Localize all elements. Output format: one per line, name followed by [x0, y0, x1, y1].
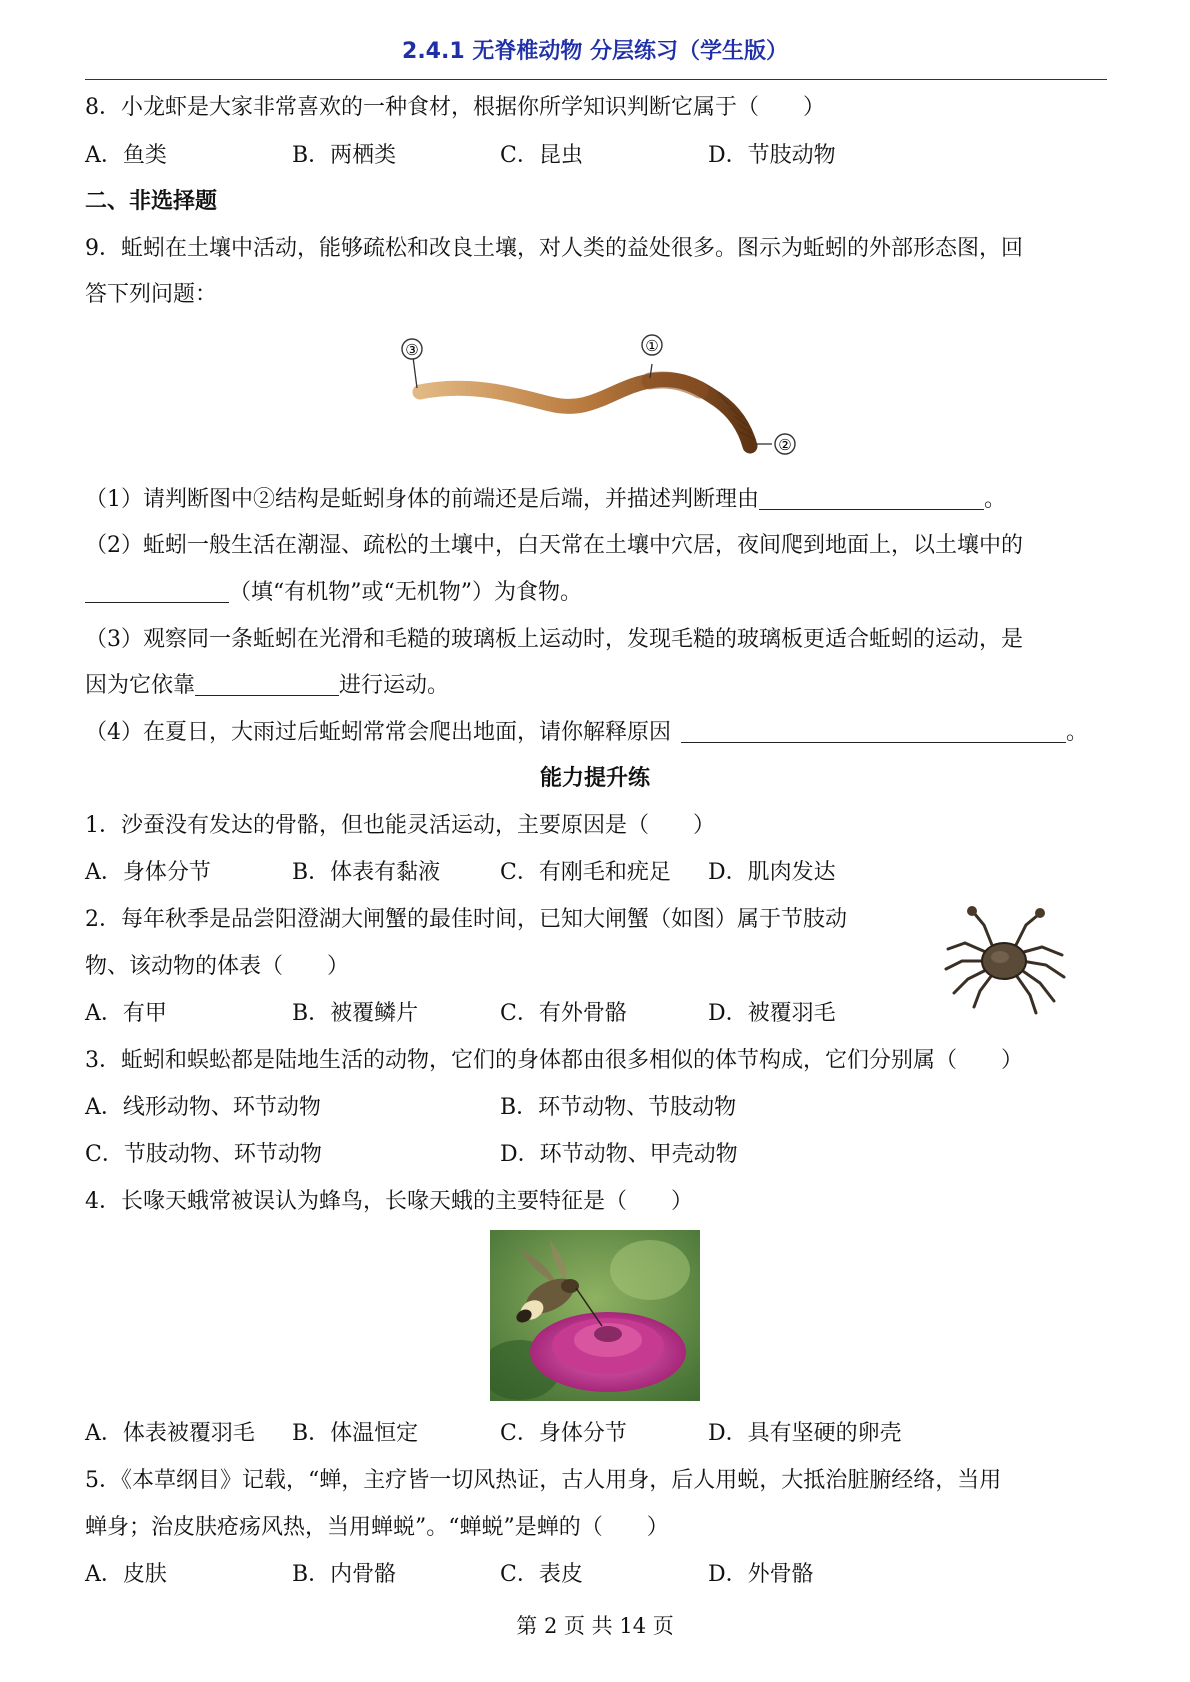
p3-stem: 3．蚯蚓和蜈蚣都是陆地生活的动物，它们的身体都由很多相似的体节构成，它们分别属（ ）	[85, 1048, 1024, 1073]
q9-sub1-end: 。	[984, 487, 1007, 512]
q9-sub1-blank[interactable]	[759, 485, 984, 510]
crab-image	[940, 895, 1080, 1015]
q9-stem-line1: 9．蚯蚓在土壤中活动，能够疏松和改良土壤，对人类的益处很多。图示为蚯蚓的外部形态图，回	[85, 236, 1024, 261]
p4-stem: 4．长喙天蛾常被误认为蜂鸟，长喙天蛾的主要特征是（ ）	[85, 1189, 693, 1214]
q9-stem-line2: 答下列问题：	[85, 282, 218, 307]
p2-option-a: A．有甲	[85, 1001, 167, 1026]
page-footer: 第 2 页 共 14 页	[516, 1614, 674, 1638]
p5-stem-line2: 蝉身；治皮肤疮疡风热，当用蝉蜕”。“蝉蜕”是蝉的（ ）	[85, 1515, 669, 1540]
q9-sub2-line1: （2）蚯蚓一般生活在潮湿、疏松的土壤中，白天常在土壤中穴居，夜间爬到地面上，以土壤中的	[85, 533, 1024, 558]
p5-option-b: B．内骨骼	[292, 1562, 397, 1587]
p2-option-b: B．被覆鳞片	[292, 1001, 419, 1026]
label-3: ③	[405, 341, 419, 359]
q9-sub3-blank[interactable]	[195, 671, 339, 696]
p4-option-b: B．体温恒定	[292, 1421, 419, 1446]
header-divider	[85, 79, 1107, 80]
q8-option-b: B．两栖类	[292, 143, 397, 168]
p2-stem-line1: 2．每年秋季是品尝阳澄湖大闸蟹的最佳时间，已知大闸蟹（如图）属于节肢动	[85, 907, 847, 932]
p2-stem-line2: 物、该动物的体表（ ）	[85, 954, 350, 979]
hawkmoth-photo	[490, 1230, 700, 1401]
q9-sub2-blank[interactable]	[85, 578, 229, 603]
q8-option-c: C．昆虫	[500, 143, 583, 168]
q8-stem: 8．小龙虾是大家非常喜欢的一种食材，根据你所学知识判断它属于（ ）	[85, 95, 825, 120]
zinnia-flower	[530, 1312, 686, 1392]
p1-stem: 1．沙蚕没有发达的骨骼，但也能灵活运动，主要原因是（ ）	[85, 813, 715, 838]
q9-sub1-text: （1）请判断图中②结构是蚯蚓身体的前端还是后端，并描述判断理由	[85, 487, 759, 512]
p1-option-b: B．体表有黏液	[292, 860, 441, 885]
earthworm-figure	[400, 330, 820, 460]
p3-option-c: C．节肢动物、环节动物	[85, 1142, 322, 1167]
label-2: ②	[778, 436, 792, 454]
p4-option-c: C．身体分节	[500, 1421, 627, 1446]
p3-option-b: B．环节动物、节肢动物	[500, 1095, 737, 1120]
p4-option-a: A．体表被覆羽毛	[85, 1421, 255, 1446]
p3-option-d: D．环节动物、甲壳动物	[500, 1142, 738, 1167]
p2-option-c: C．有外骨骼	[500, 1001, 627, 1026]
q9-sub3-line2	[85, 670, 449, 702]
q9-sub3-after: 进行运动。	[339, 673, 450, 698]
p2-option-d: D．被覆羽毛	[708, 1001, 836, 1026]
p1-option-d: D．肌肉发达	[708, 860, 836, 885]
q9-sub4-blank[interactable]	[681, 718, 1066, 743]
p5-stem-line1: 5．《本草纲目》记载，“蝉，主疗皆一切风热证，古人用身，后人用蜕，大抵治脏腑经络，当用	[85, 1468, 1002, 1493]
p5-option-a: A．皮肤	[85, 1562, 167, 1587]
q8-option-d: D．节肢动物	[708, 143, 836, 168]
q8-option-a: A．鱼类	[85, 143, 167, 168]
q9-sub4-end: 。	[1066, 720, 1089, 745]
section-title-ability: 能力提升练	[539, 766, 650, 791]
section-title-non-choice: 二、非选择题	[85, 189, 218, 214]
q9-sub3-line1: （3）观察同一条蚯蚓在光滑和毛糙的玻璃板上运动时，发现毛糙的玻璃板更适合蚯蚓的运动，是	[85, 627, 1024, 652]
q9-sub1	[85, 484, 1006, 516]
crab-claws	[974, 913, 1038, 945]
p3-option-a: A．线形动物、环节动物	[85, 1095, 321, 1120]
earthworm-clitellum	[650, 380, 700, 390]
p5-option-d: D．外骨骼	[708, 1562, 814, 1587]
q9-sub2-line2	[85, 577, 582, 609]
label-1: ①	[645, 337, 659, 355]
p5-option-c: C．表皮	[500, 1562, 583, 1587]
p4-option-d: D．具有坚硬的卵壳	[708, 1421, 902, 1446]
p1-option-a: A．身体分节	[85, 860, 211, 885]
page-title: 2.4.1 无脊椎动物 分层练习（学生版）	[402, 39, 788, 64]
q9-sub2-text: （填“有机物”或“无机物”）为食物。	[229, 580, 582, 605]
q9-sub4	[85, 717, 1088, 749]
q9-sub3-before: 因为它依靠	[85, 673, 196, 698]
q9-sub4-text: （4）在夏日，大雨过后蚯蚓常常会爬出地面，请你解释原因	[85, 720, 671, 745]
p1-option-c: C．有刚毛和疣足	[500, 860, 671, 885]
